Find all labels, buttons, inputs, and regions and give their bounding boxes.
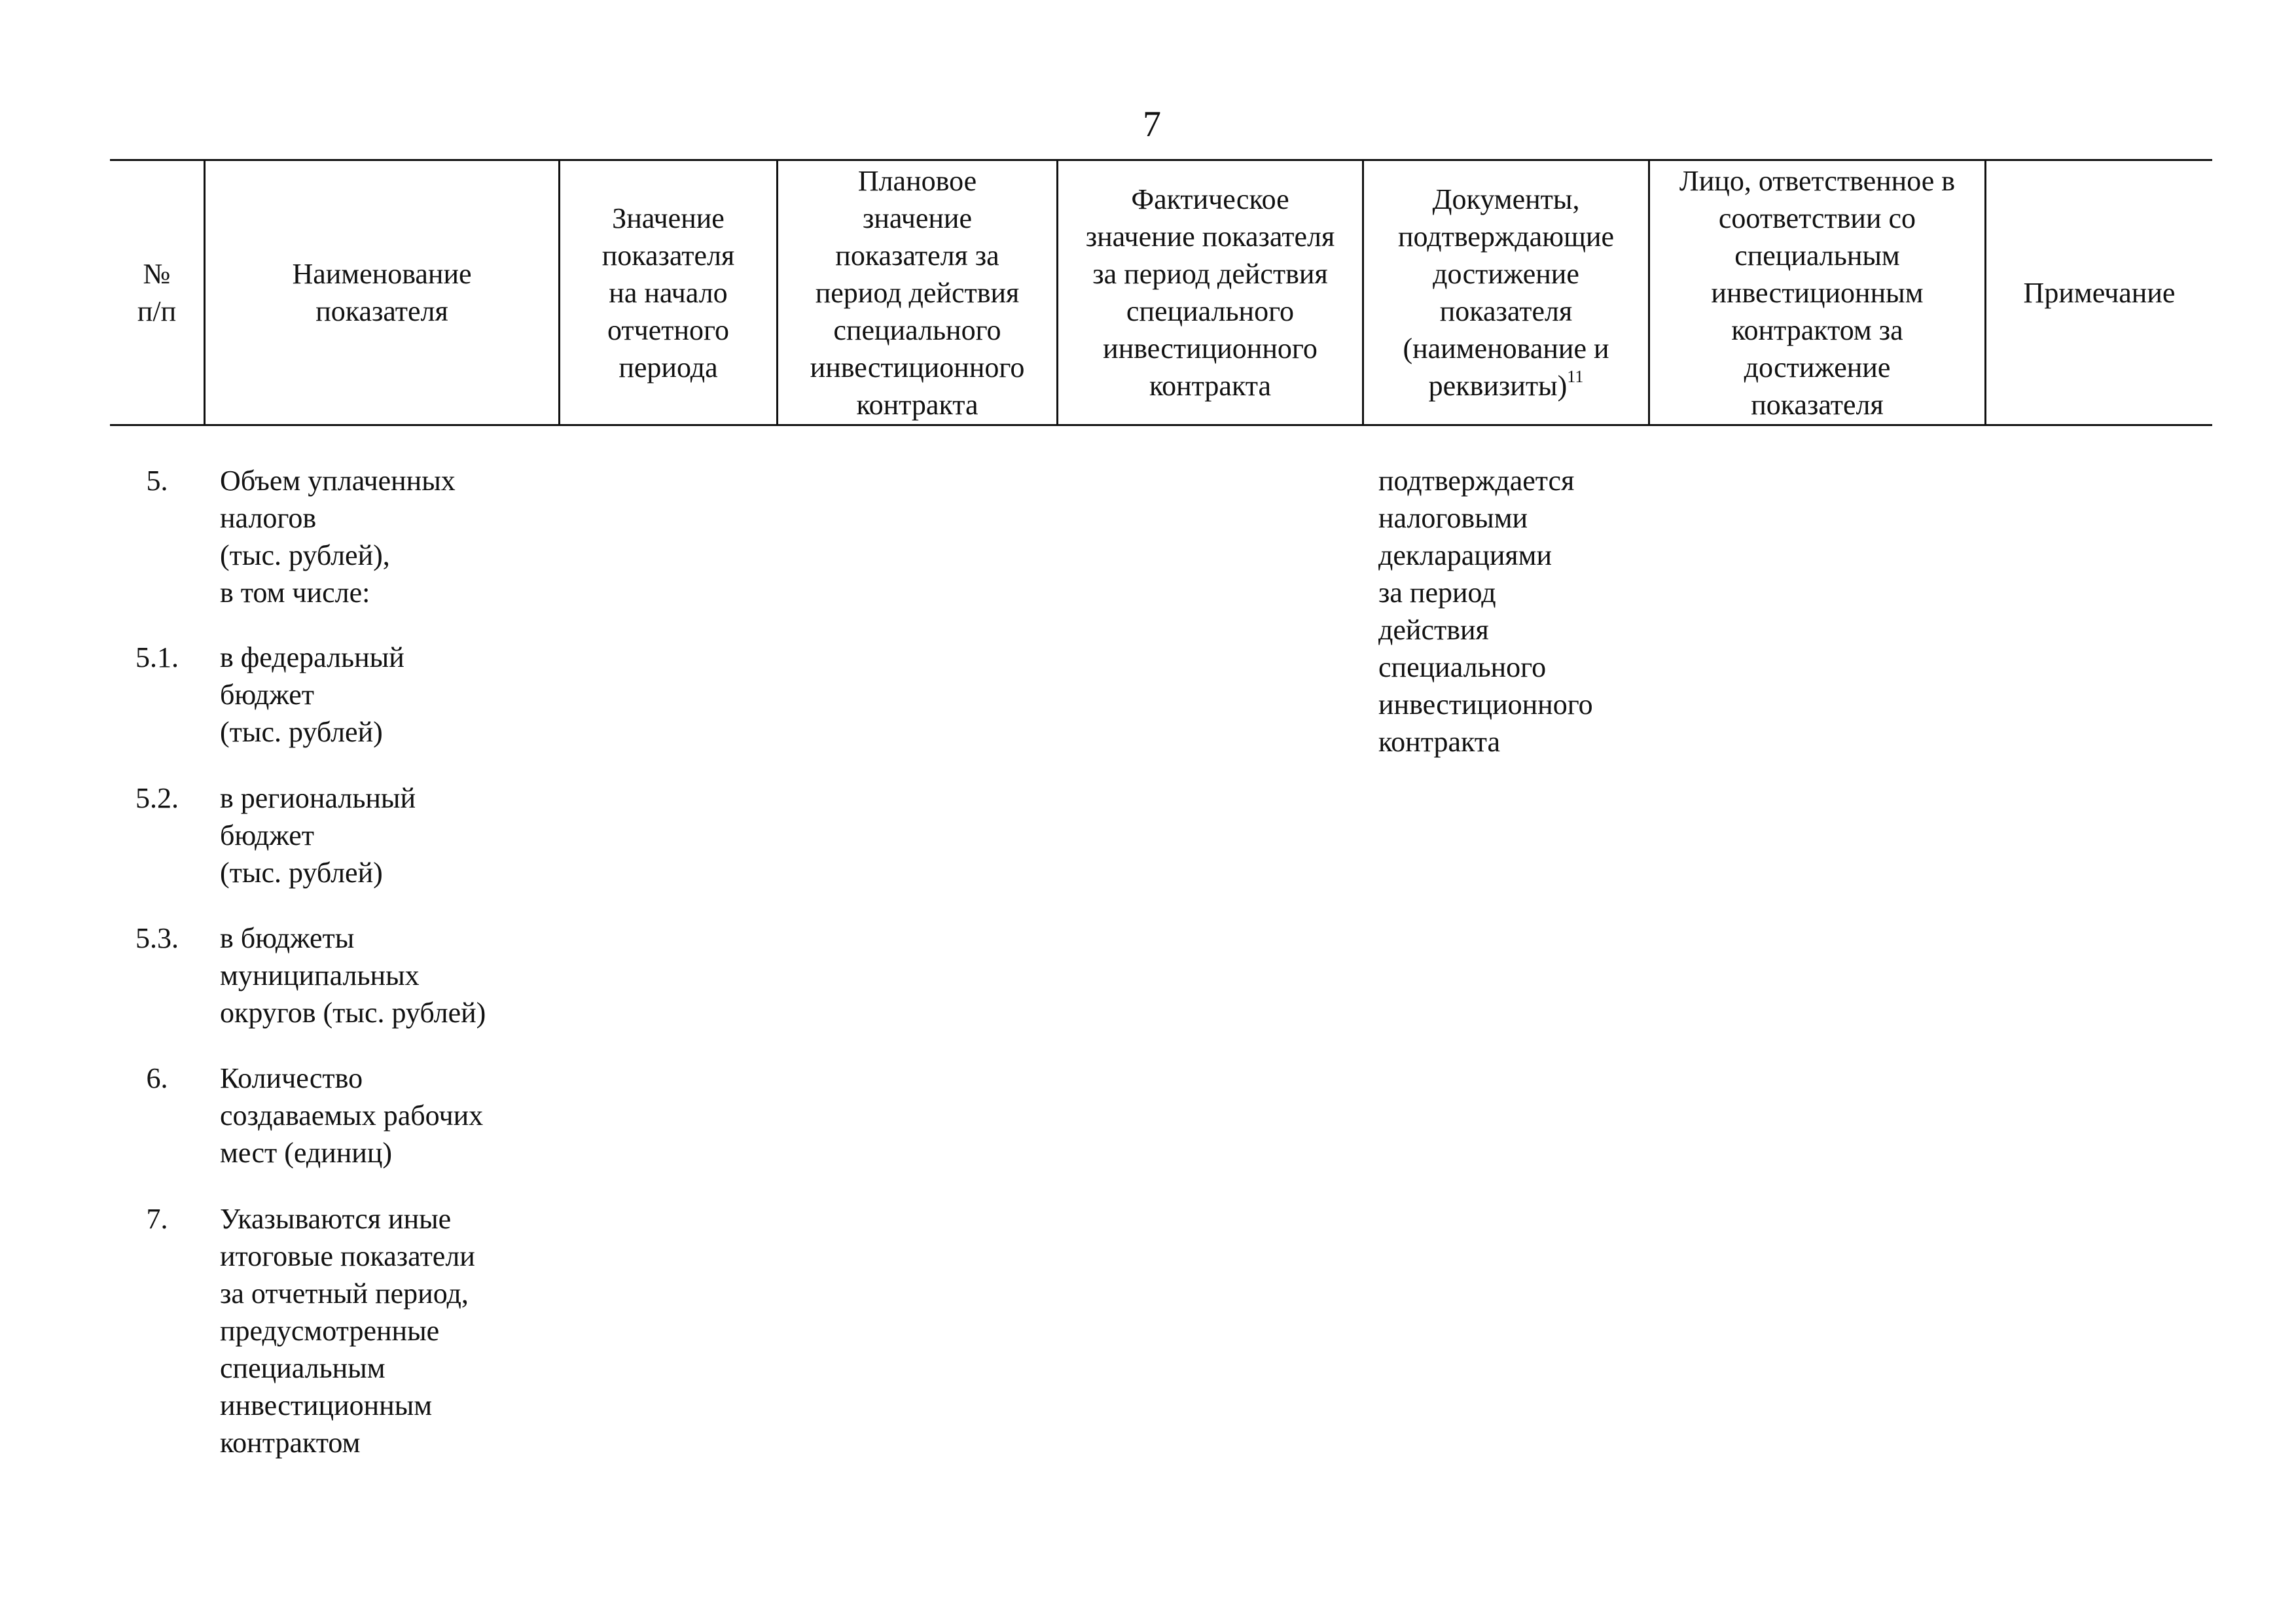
row-number: 5.1.: [135, 641, 179, 673]
row-name: Указываются иные итоговые показатели за отчетный период, предусмотренные специальным инвестиционным контрактом: [220, 1203, 475, 1459]
header-col-note: Примечание: [2023, 276, 2176, 309]
row-documents: подтверждается налоговыми декларациями за период действия специального инвестиционного контракта: [1378, 465, 1593, 758]
row-number: 5.3.: [135, 922, 179, 954]
row-name: в федеральный бюджет (тыс. рублей): [220, 641, 404, 748]
row-number: 7.: [146, 1203, 168, 1235]
row-name: Объем уплаченных налогов (тыс. рублей), в том числе:: [220, 465, 456, 609]
header-col-documents: Документы, подтверждающие достижение показателя (наименование и реквизиты)$^{11}$: [1397, 183, 1615, 402]
header-col-name: Наименование показателя: [292, 258, 472, 327]
header-col-responsible: Лицо, ответственное в соответствии со специальным инвестиционным контрактом за достижение показателя: [1679, 164, 1956, 421]
header-col-planned: Плановое значение показателя за период действия специального инвестиционного контракта: [810, 164, 1025, 421]
footnote-marker: 11: [1567, 367, 1584, 387]
page-number: 7: [1143, 104, 1161, 145]
table-header-bottom-rule: [110, 424, 2212, 426]
row-number: 5.2.: [135, 782, 179, 814]
row-name: в бюджеты муниципальных округов (тыс. рублей): [220, 922, 486, 1029]
header-col-number: № п/п: [137, 258, 177, 327]
row-number: 6.: [146, 1062, 168, 1094]
row-number: 5.: [146, 465, 168, 497]
header-col-start-value: Значение показателя на начало отчетного периода: [601, 202, 735, 383]
row-name: Количество создаваемых рабочих мест (единиц): [220, 1062, 484, 1169]
header-col-actual: Фактическое значение показателя за период действия специального инвестиционного контракта: [1085, 183, 1335, 402]
row-name: в региональный бюджет (тыс. рублей): [220, 782, 416, 889]
